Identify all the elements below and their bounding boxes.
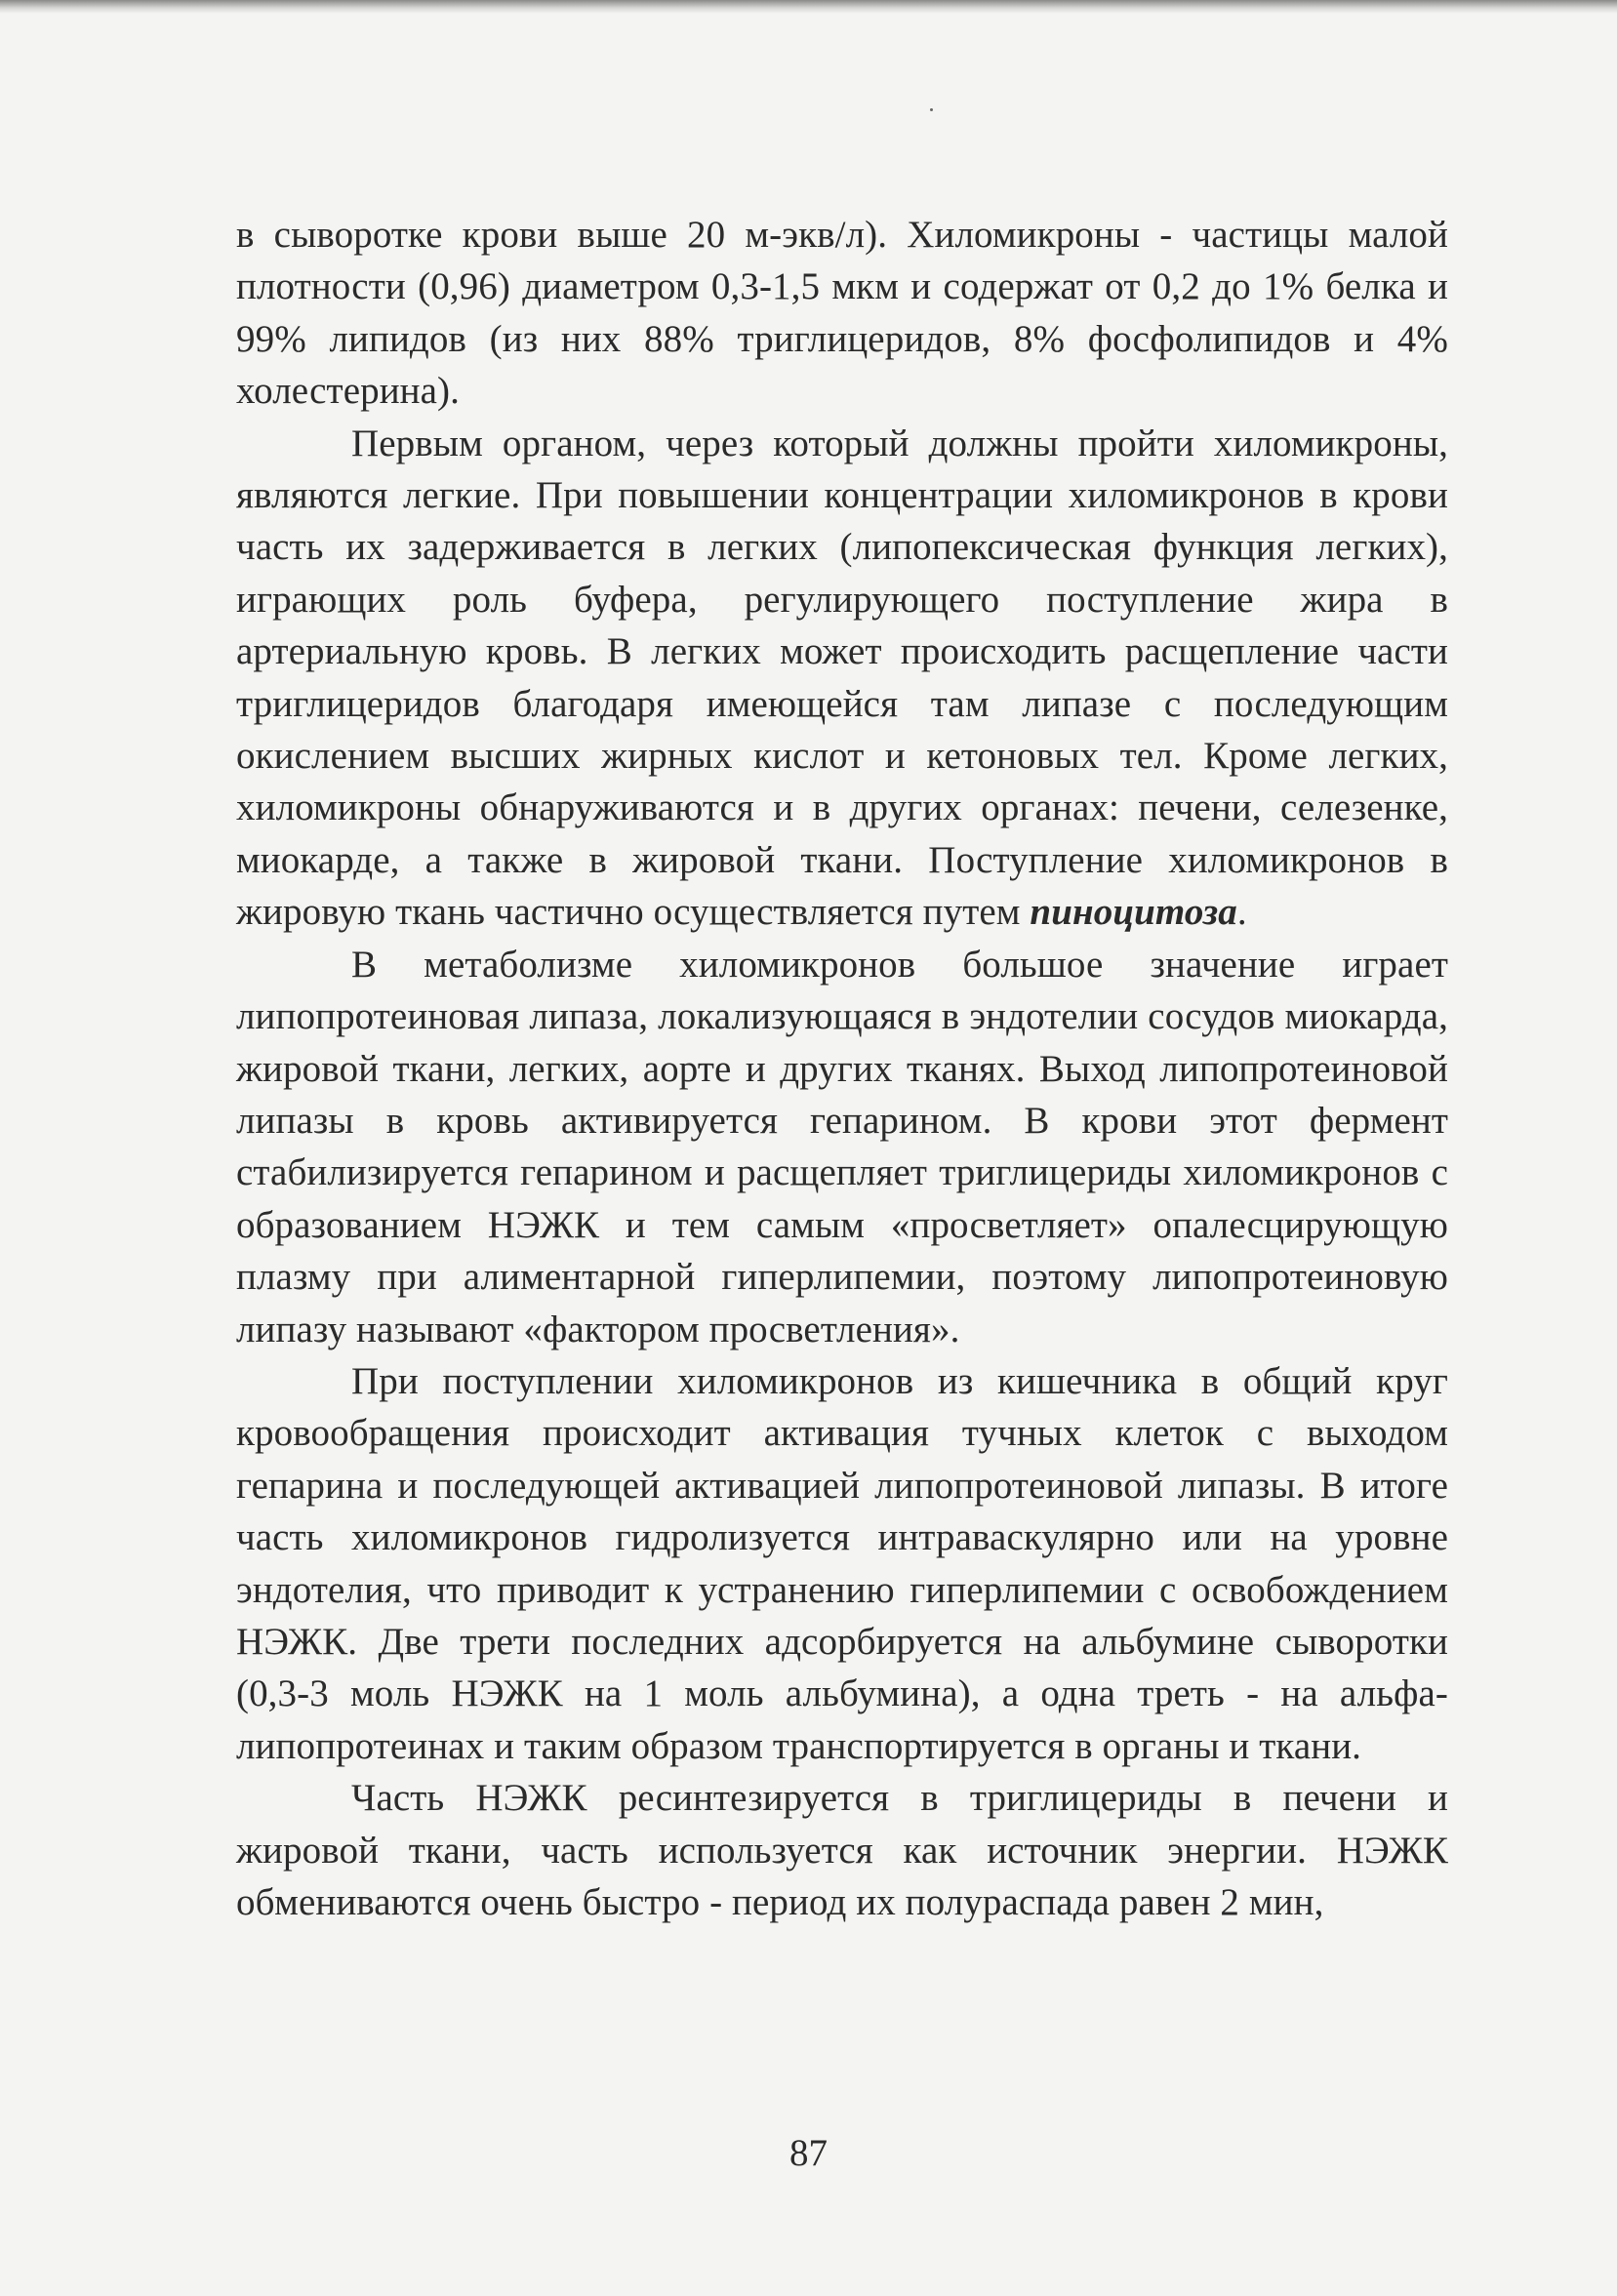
paragraph-2-text: Первым органом, через который должны пройти хиломикроны, являются легкие. При повышении концентрации хиломикронов в крови часть их задерживается в легких (липопексическая функция легких), играющих роль буфера, регулирующего поступление жира в артериальную кровь. В легких может происходить расщепление части триглицеридов благодаря имеющейся там липазе с последующим окислением высших жирных кислот и кетоновых тел. Кроме легких, хиломикроны обнаруживаются и в других органах: печени, селезенке, миокарде, а также в жировой ткани. Поступление хиломикронов в жировую ткань частично осуществляется путем [236,422,1448,934]
scan-speck [930,108,933,111]
paragraph-2-text-after: . [1236,891,1247,934]
paragraph-1-text: в сыворотке крови выше 20 м-экв/л). Хиломикроны - частицы малой плотности (0,96) диаметром 0,3-1,5 мкм и содержат от 0,2 до 1% белка и 99% липидов (из них 88% триглицеридов, 8% фосфолипидов и 4% холестерина). [236,214,1448,413]
scan-top-edge [0,0,1617,14]
body-text [236,209,1448,1928]
paragraph-4-text: При поступлении хиломикронов из кишечника в общий круг кровообращения происходит активация тучных клеток с выходом гепарина и последующей активацией липопротеиновой липазы. В итоге часть хиломикронов гидролизуется интраваскулярно или на уровне эндотелия, что приводит к устранению гиперлипемии с освобождением НЭЖК. Две трети последних адсорбируется на альбумине сыворотки (0,3-3 моль НЭЖК на 1 моль альбумина), а одна треть - на альфа-липопротеинах и таким образом транспортируется в органы и ткани. [236,1359,1448,1767]
paragraph-3-text: В метаболизме хиломикронов большое значение играет липопротеиновая липаза, локализующаяся в эндотелии сосудов миокарда, жировой ткани, легких, аорте и других тканях. Выход липопротеиновой липазы в кровь активируется гепарином. В крови этот фермент стабилизируется гепарином и расщепляет триглицериды хиломикронов с образованием НЭЖК и тем самым «просветляет» опалесцирующую плазму при алиментарной гиперлипемии, поэтому липопротеиновую липазу называют «фактором просветления». [236,943,1448,1350]
paragraph-1 [236,209,1448,418]
paragraph-4 [236,1355,1448,1772]
paragraph-5-text: Часть НЭЖК ресинтезируется в триглицериды в печени и жировой ткани, часть используется как источник энергии. НЭЖК обмениваются очень быстро - период их полураспада равен 2 мин, [236,1777,1448,1923]
paragraph-2 [236,418,1448,939]
emphasized-term: пиноцитоза [1030,891,1237,934]
paragraph-5 [236,1772,1448,1928]
paragraph-3 [236,939,1448,1355]
page-number: 87 [789,2132,828,2174]
